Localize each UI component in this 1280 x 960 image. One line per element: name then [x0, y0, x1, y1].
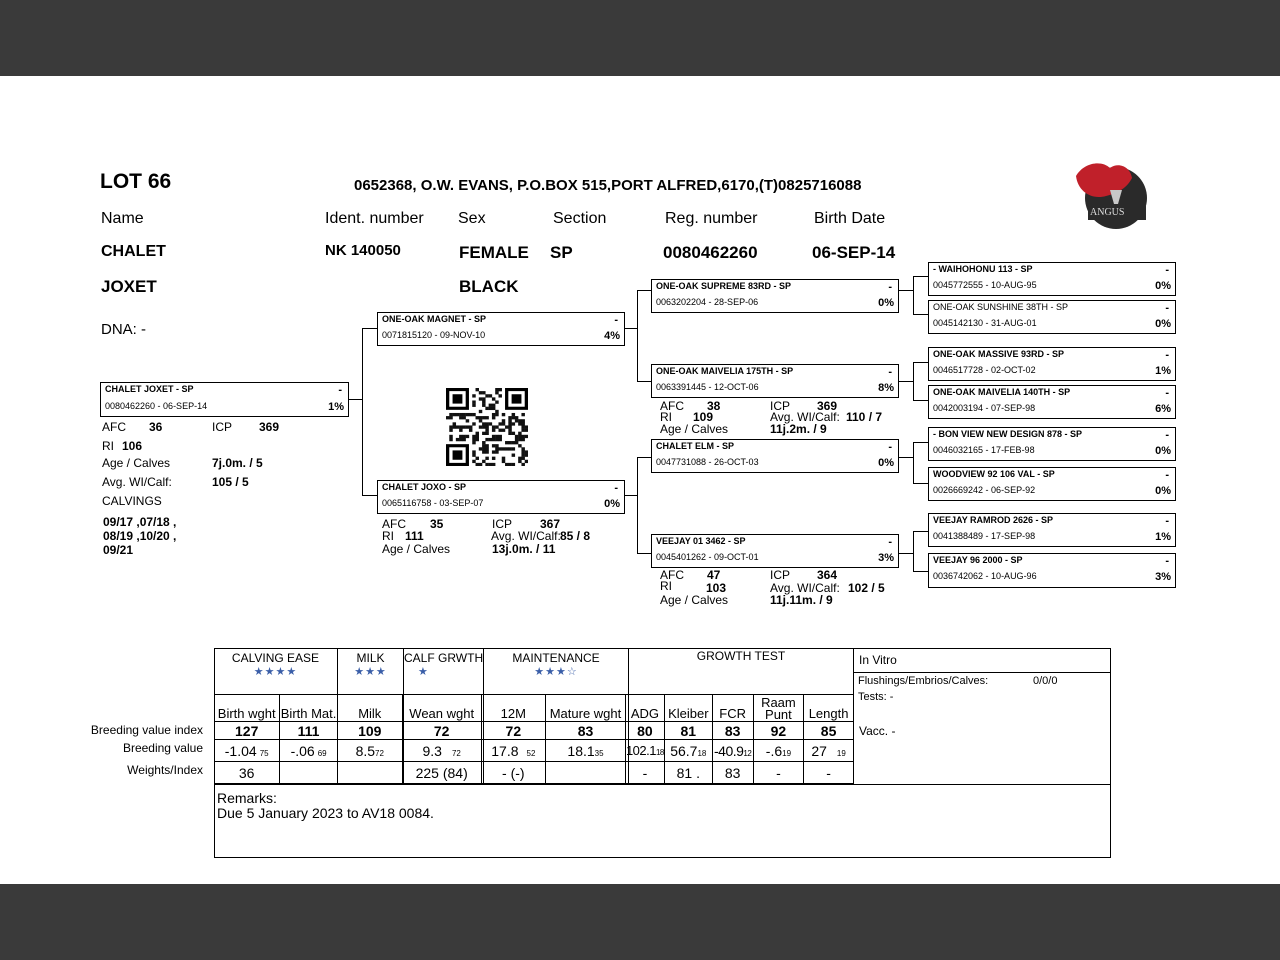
connector: [913, 531, 928, 532]
bvi-cell: 72: [481, 722, 545, 740]
col-birth-wght: Birth wght: [214, 695, 280, 722]
icp-value: 369: [259, 420, 280, 434]
ggp-reg: 0026669242 - 06-SEP-92: [933, 485, 1036, 495]
ggp-name: VEEJAY 96 2000 - SP: [933, 555, 1023, 565]
dam-ri-label: RI: [382, 529, 394, 543]
bv-accuracy: 35: [594, 748, 604, 758]
col-raam-punt: Raam Punt: [753, 695, 804, 722]
gp-dash: -: [888, 441, 892, 453]
animal-color: BLACK: [459, 277, 519, 296]
gp-reg: 0047731088 - 26-OCT-03: [656, 457, 759, 467]
connector: [913, 276, 914, 314]
calf-growth-stars: ★: [418, 666, 429, 678]
ggp-pct: 1%: [1155, 365, 1171, 377]
bv-accuracy: 72: [451, 748, 461, 758]
col-adg: ADG: [625, 695, 664, 722]
bvi-cell: 83: [546, 722, 626, 740]
age-label: Age / Calves: [102, 456, 171, 470]
dam-age-value: 13j.0m. / 11: [492, 542, 556, 556]
dam-icp-label: ICP: [492, 517, 513, 531]
dam-pct: 0%: [604, 498, 620, 510]
ggp-name: - WAIHOHONU 113 - SP: [933, 264, 1033, 274]
group-growth-test-label: GROWTH TEST: [696, 649, 786, 663]
connector: [913, 314, 928, 315]
great-grandparent-box-8: [928, 553, 1176, 588]
breeder-info: 0652368, O.W. EVANS, P.O.BOX 515,PORT ALFRED,6170,(T)0825716088: [354, 177, 862, 194]
connector: [913, 400, 928, 401]
box-name: CHALET JOXET - SP: [105, 384, 194, 394]
calvings-label: CALVINGS: [102, 494, 162, 508]
ggp-name: ONE-OAK MAIVELIA 140TH - SP: [933, 387, 1071, 397]
bv-accuracy: 19: [782, 748, 792, 758]
connector: [899, 457, 913, 458]
ggp-dash: -: [1165, 555, 1169, 567]
bv-value: -.06: [290, 742, 315, 759]
ggp-dash: -: [1165, 469, 1169, 481]
ggp-dash: -: [1165, 387, 1169, 399]
ri-value: 106: [122, 439, 143, 453]
connector: [637, 290, 638, 381]
bv-cell: [804, 740, 854, 762]
gp4-wi-value: 102 / 5: [848, 581, 885, 595]
bv-cell: [664, 740, 712, 762]
dam-box: [377, 480, 625, 514]
lot-page: [0, 76, 1280, 884]
afc-value: 36: [149, 420, 163, 434]
dam-afc-label: AFC: [382, 517, 406, 531]
ggp-name: WOODVIEW 92 106 VAL - SP: [933, 469, 1055, 479]
gp4-afc-label: AFC: [660, 568, 684, 582]
bv-accuracy: 72: [375, 748, 384, 758]
great-grandparent-box-7: [928, 513, 1176, 547]
label-name: Name: [101, 210, 144, 227]
subject-box: [100, 382, 349, 417]
gp-reg: 0063202204 - 28-SEP-06: [656, 297, 759, 307]
box-pct: 1%: [328, 401, 344, 413]
animal-reg: 0080462260: [663, 243, 758, 262]
dna-label: DNA: -: [101, 321, 146, 338]
ggp-pct: 6%: [1155, 403, 1171, 415]
label-ident: Ident. number: [325, 210, 424, 227]
gp-reg: 0063391445 - 12-OCT-06: [656, 382, 759, 392]
col-12m: 12M: [481, 695, 545, 722]
invitro-label: In Vitro: [859, 653, 897, 667]
dam-wi-label: Avg. WI/Calf:: [491, 529, 561, 543]
gp-name: CHALET ELM - SP: [656, 441, 734, 451]
ggp-pct: 3%: [1155, 571, 1171, 583]
remarks-divider: [214, 784, 1111, 785]
bv-cell: [546, 740, 626, 762]
dam-ri-value: 111: [405, 529, 424, 543]
connector: [913, 442, 914, 483]
ggp-name: ONE-OAK MASSIVE 93RD - SP: [933, 349, 1065, 359]
gp4-afc-value: 47: [707, 568, 721, 582]
col-birth-mat: Birth Mat.: [280, 695, 337, 722]
great-grandparent-box-6: [928, 467, 1176, 501]
breeding-grid: [214, 694, 854, 784]
ggp-dash: -: [1165, 515, 1169, 527]
bv-cell: [625, 740, 664, 762]
gp4-age-label: Age / Calves: [660, 593, 729, 607]
wi-label: Avg. WI/Calf:: [102, 475, 172, 489]
group-milk-label: MILK: [356, 651, 385, 665]
ggp-pct: 0%: [1155, 445, 1171, 457]
grandparent-box-2: [651, 364, 899, 398]
label-sex: Sex: [458, 210, 486, 227]
sire-box: [377, 312, 625, 346]
bv-value: -40.9: [714, 742, 744, 759]
col-kleiber: Kleiber: [664, 695, 712, 722]
box-dash: -: [338, 384, 342, 396]
bv-value: 27: [811, 742, 827, 759]
grandparent-box-4: [651, 534, 899, 568]
weights-cell: [280, 762, 337, 784]
ggp-dash: -: [1165, 429, 1169, 441]
ggp-pct: 0%: [1155, 485, 1171, 497]
bvi-row: [214, 722, 854, 740]
calvings-line-3: 09/21: [103, 543, 134, 557]
bvi-cell: 81: [664, 722, 712, 740]
bv-cell: [402, 740, 481, 762]
bv-value: -1.04: [224, 742, 257, 759]
bvi-cell: 85: [804, 722, 854, 740]
bv-value: 102.1: [625, 743, 656, 758]
weights-cell: [546, 762, 626, 784]
connector: [913, 442, 928, 443]
gp2-icp-label: ICP: [770, 399, 791, 413]
row-label-bv: Breeding value: [122, 741, 203, 755]
ri-label: RI: [102, 439, 114, 453]
connector: [899, 553, 913, 554]
connector: [362, 328, 363, 495]
animal-birth: 06-SEP-14: [812, 243, 896, 262]
bvi-cell: 127: [214, 722, 280, 740]
connector: [637, 457, 638, 553]
connector: [362, 328, 378, 329]
gp-name: ONE-OAK SUPREME 83RD - SP: [656, 281, 792, 291]
weights-cell: 83: [712, 762, 753, 784]
gp-reg: 0045401262 - 09-OCT-01: [656, 552, 759, 562]
bv-cell: [753, 740, 804, 762]
ggp-name: VEEJAY RAMROD 2626 - SP: [933, 515, 1054, 525]
bv-accuracy: 69: [317, 748, 327, 758]
gp4-ri-label: RI: [660, 579, 672, 593]
gp4-icp-label: ICP: [770, 568, 791, 582]
gp4-wi-label: Avg. WI/Calf:: [770, 581, 840, 595]
connector: [913, 571, 928, 572]
bv-cell: [712, 740, 753, 762]
bv-accuracy: 12: [743, 748, 752, 758]
bv-value: 9.3: [422, 742, 442, 759]
connector: [362, 495, 378, 496]
bv-cell: [337, 740, 402, 762]
connector: [913, 483, 928, 484]
ggp-dash: -: [1165, 349, 1169, 361]
gp-pct: 3%: [878, 552, 894, 564]
flushings-label: Flushings/Embrios/Calves:: [858, 675, 989, 687]
angus-logo: [1070, 160, 1150, 234]
great-grandparent-box-3: [928, 347, 1176, 381]
great-grandparent-box-4: [928, 385, 1176, 419]
calving-ease-stars: ★★★★: [253, 666, 298, 678]
animal-section: SP: [550, 243, 573, 262]
icp-label: ICP: [212, 420, 233, 434]
invitro-divider: [854, 672, 1111, 673]
dam-wi-value: 85 / 8: [560, 529, 591, 543]
age-value: 7j.0m. / 5: [212, 456, 263, 470]
bv-cell: [280, 740, 337, 762]
dam-age-label: Age / Calves: [382, 542, 451, 556]
ggp-reg: 0041388489 - 17-SEP-98: [933, 531, 1036, 541]
remarks-label: Remarks:: [217, 790, 277, 806]
milk-stars: ★★★: [354, 666, 387, 678]
col-length: Length: [804, 695, 854, 722]
connector: [913, 531, 914, 571]
col-milk: Milk: [337, 695, 402, 722]
ggp-name: - BON VIEW NEW DESIGN 878 - SP: [933, 429, 1083, 439]
weights-cell: [337, 762, 402, 784]
weights-cell: 225 (84): [402, 762, 481, 784]
gp2-wi-label: Avg. WI/Calf:: [770, 410, 840, 424]
group-maintenance-label: MAINTENANCE: [512, 651, 600, 665]
gp-dash: -: [888, 536, 892, 548]
bv-accuracy: 18: [655, 748, 664, 757]
maintenance-stars: ★★★☆: [534, 666, 578, 678]
bvi-cell: 111: [280, 722, 337, 740]
connector: [637, 457, 651, 458]
bv-value: 18.1: [567, 742, 595, 759]
ggp-dash: -: [1165, 264, 1169, 276]
bv-value: 17.8: [491, 742, 519, 759]
weights-cell: - (-): [481, 762, 545, 784]
connector: [637, 290, 651, 291]
weights-row: [214, 762, 854, 784]
gp-dash: -: [888, 281, 892, 293]
gp2-age-label: Age / Calves: [660, 422, 729, 436]
vacc-label: Vacc. -: [859, 724, 896, 738]
gp4-age-value: 11j.11m. / 9: [770, 593, 833, 607]
dam-afc-value: 35: [430, 517, 444, 531]
bv-accuracy: 18: [697, 748, 707, 758]
gp-dash: -: [888, 366, 892, 378]
connector: [899, 381, 913, 382]
bv-value: 56.7: [670, 742, 698, 759]
ggp-reg: 0046032165 - 17-FEB-98: [933, 445, 1035, 455]
connector: [637, 381, 651, 382]
gp2-icp-value: 369: [817, 399, 838, 413]
dam-name: CHALET JOXO - SP: [382, 482, 467, 492]
animal-ident: NK 140050: [325, 242, 401, 259]
ggp-reg: 0036742062 - 10-AUG-96: [933, 571, 1037, 581]
bvi-cell: 72: [402, 722, 481, 740]
ggp-reg: 0045142130 - 31-AUG-01: [933, 318, 1037, 328]
qr-code: [446, 388, 528, 466]
ggp-dash: -: [1165, 302, 1169, 314]
bv-value: 8.5: [355, 742, 376, 759]
bv-cell: [214, 740, 280, 762]
label-section: Section: [553, 210, 607, 227]
logo-text: ANGUS: [1090, 207, 1125, 218]
wi-value: 105 / 5: [212, 475, 249, 489]
great-grandparent-box-1: [928, 262, 1176, 296]
weights-cell: 36: [214, 762, 280, 784]
connector: [913, 362, 928, 363]
gp4-icp-value: 364: [817, 568, 838, 582]
great-grandparent-box-5: [928, 427, 1176, 461]
animal-name-2: JOXET: [101, 277, 157, 296]
ggp-pct: 0%: [1155, 280, 1171, 292]
bvi-cell: 109: [337, 722, 402, 740]
animal-sex: FEMALE: [459, 243, 529, 262]
bv-accuracy: 52: [526, 748, 536, 758]
gp2-ri-value: 109: [693, 410, 714, 424]
gp-name: ONE-OAK MAIVELIA 175TH - SP: [656, 366, 794, 376]
sire-dash: -: [614, 314, 618, 326]
gp-pct: 0%: [878, 297, 894, 309]
dam-icp-value: 367: [540, 517, 561, 531]
lot-number: LOT 66: [100, 170, 172, 193]
dam-dash: -: [614, 482, 618, 494]
bv-accuracy: 75: [259, 748, 269, 758]
gp2-ri-label: RI: [660, 410, 672, 424]
bv-row: [214, 740, 854, 762]
ggp-reg: 0046517728 - 02-OCT-02: [933, 365, 1036, 375]
calvings-line-2: 08/19 ,10/20 ,: [103, 529, 177, 543]
gp-pct: 8%: [878, 382, 894, 394]
ggp-pct: 0%: [1155, 318, 1171, 330]
sire-reg: 0071815120 - 09-NOV-10: [382, 330, 486, 340]
sire-name: ONE-OAK MAGNET - SP: [382, 314, 487, 324]
bv-cell: [481, 740, 545, 762]
connector: [625, 495, 637, 496]
col-wean-wght: Wean wght: [402, 695, 481, 722]
col-fcr: FCR: [712, 695, 753, 722]
weights-cell: -: [804, 762, 854, 784]
ggp-name: ONE-OAK SUNSHINE 38TH - SP: [933, 302, 1069, 312]
label-reg: Reg. number: [665, 210, 758, 227]
box-reg: 0080462260 - 06-SEP-14: [105, 401, 208, 411]
gp-name: VEEJAY 01 3462 - SP: [656, 536, 746, 546]
remarks-text: Due 5 January 2023 to AV18 0084.: [217, 805, 434, 821]
bvi-cell: 83: [712, 722, 753, 740]
weights-cell: 81 .: [664, 762, 712, 784]
col-mature-wght: Mature wght: [546, 695, 626, 722]
grandparent-box-3: [651, 439, 899, 473]
row-label-bvi: Breeding value index: [90, 723, 203, 737]
weights-cell: -: [753, 762, 804, 784]
bv-accuracy: 19: [836, 748, 846, 758]
connector: [348, 399, 362, 400]
bvi-cell: 80: [625, 722, 664, 740]
ggp-reg: 0042003194 - 07-SEP-98: [933, 403, 1036, 413]
connector: [637, 553, 651, 554]
gp-pct: 0%: [878, 457, 894, 469]
gp2-age-value: 11j.2m. / 9: [770, 422, 827, 436]
great-grandparent-box-2: [928, 300, 1176, 334]
gp4-ri-value: 103: [706, 581, 727, 595]
weights-cell: -: [625, 762, 664, 784]
column-header-row: [214, 695, 854, 722]
connector: [913, 276, 928, 277]
group-calf-growth-label: CALF GRWTH: [404, 651, 484, 665]
label-birth: Birth Date: [814, 210, 886, 227]
sire-pct: 4%: [604, 330, 620, 342]
tests-label: Tests: -: [858, 691, 894, 703]
ggp-reg: 0045772555 - 10-AUG-95: [933, 280, 1037, 290]
connector: [913, 362, 914, 400]
connector: [625, 328, 637, 329]
ggp-pct: 1%: [1155, 531, 1171, 543]
flushings-value: 0/0/0: [1033, 675, 1058, 687]
bv-value: -.6: [765, 742, 783, 759]
gp2-afc-label: AFC: [660, 399, 684, 413]
afc-label: AFC: [102, 420, 126, 434]
connector: [899, 290, 913, 291]
gp2-afc-value: 38: [707, 399, 721, 413]
row-label-weights: Weights/Index: [127, 763, 203, 777]
dam-reg: 0065116758 - 03-SEP-07: [382, 498, 484, 508]
grandparent-box-1: [651, 279, 899, 313]
bvi-cell: 92: [753, 722, 804, 740]
gp2-wi-value: 110 / 7: [846, 410, 883, 424]
calvings-line-1: 09/17 ,07/18 ,: [103, 515, 177, 529]
animal-name-1: CHALET: [101, 243, 166, 260]
group-calving-ease-label: CALVING EASE: [231, 651, 320, 665]
